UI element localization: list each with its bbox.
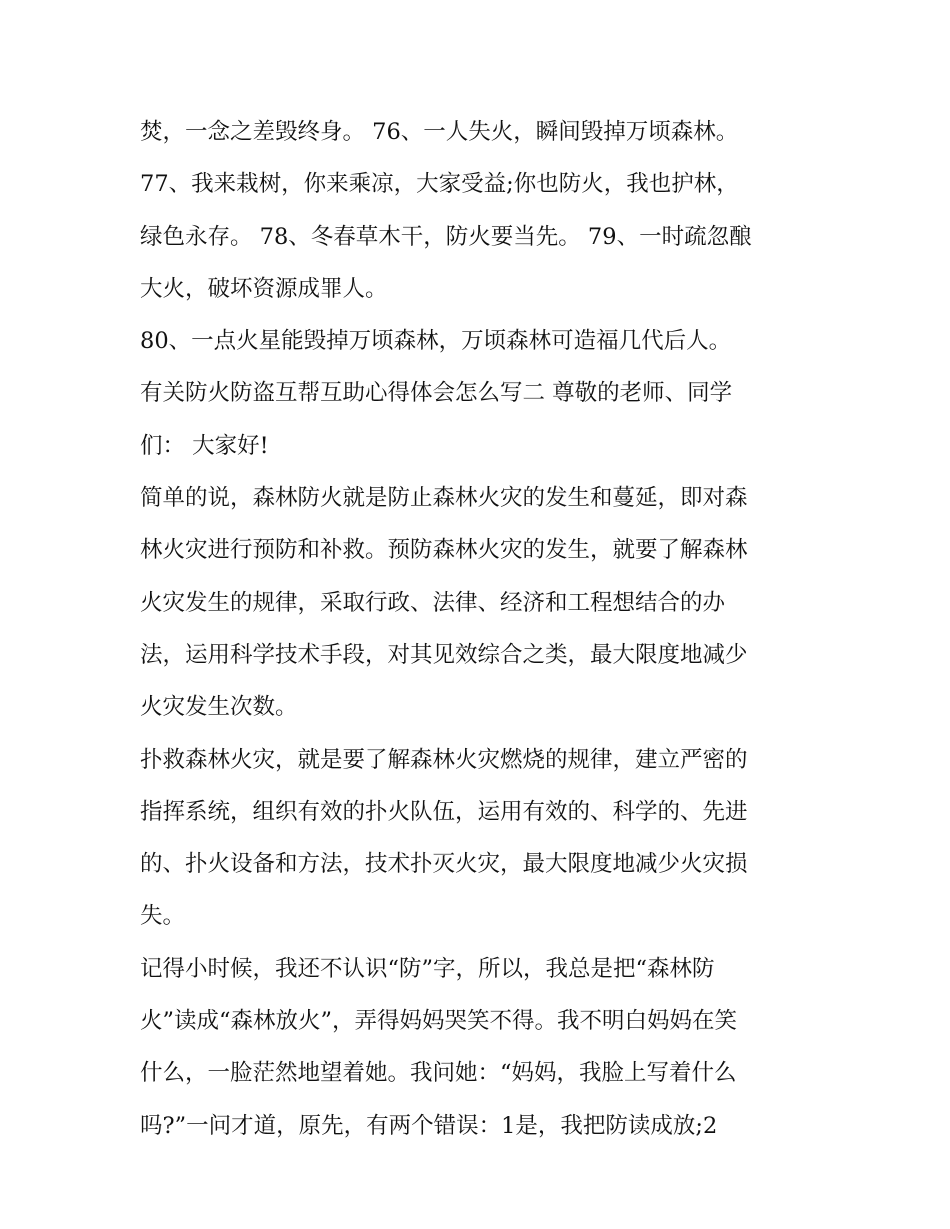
text-line: 失。	[140, 903, 186, 930]
text-line: 大火，破坏资源成罪人。	[140, 275, 388, 302]
text-line: 77、我来栽树，你来乘凉，大家受益;你也防火，我也护林，	[140, 171, 739, 198]
text-line: 火”读成“森林放火”，弄得妈妈哭笑不得。我不明白妈妈在笑	[140, 1008, 738, 1035]
text-line: 80、一点火星能毁掉万顷森林，万顷森林可造福几代后人。	[140, 328, 732, 355]
document-body	[140, 106, 820, 1152]
text-line: 指挥系统，组织有效的扑火队伍，运用有效的、科学的、先进	[140, 798, 748, 825]
text-line: 简单的说，森林防火就是防止森林火灾的发生和蔓延，即对森	[140, 485, 748, 512]
text-line: 们： 大家好!	[140, 432, 269, 459]
text-line: 焚，一念之差毁终身。 76、一人失火，瞬间毁掉万顷森林。	[140, 119, 739, 145]
text-line: 的、扑火设备和方法，技术扑灭火灾，最大限度地减少火灾损	[140, 851, 748, 878]
text-line: 林火灾进行预防和补救。预防森林火灾的发生，就要了解森林	[140, 537, 748, 564]
text-line: 火灾发生的规律，采取行政、法律、经济和工程想结合的办	[140, 589, 726, 616]
text-line: 绿色永存。 78、冬春草木干，防火要当先。 79、一时疏忽酿	[140, 223, 752, 250]
text-line: 法，运用科学技术手段，对其见效综合之类，最大限度地减少	[140, 641, 748, 668]
text-line: 有关防火防盗互帮互助心得体会怎么写二 尊敬的老师、同学	[140, 380, 733, 407]
text-line: 扑救森林火灾，就是要了解森林火灾燃烧的规律，建立严密的	[140, 746, 748, 773]
text-line: 火灾发生次数。	[140, 694, 298, 721]
text-line: 什么，一脸茫然地望着她。我问她：“妈妈，我脸上写着什么	[140, 1060, 737, 1087]
text-line: 吗?”一问才道，原先，有两个错误：1是，我把防读成放;2	[140, 1112, 718, 1139]
text-line: 记得小时候，我还不认识“防”字，所以，我总是把“森林防	[140, 955, 715, 982]
